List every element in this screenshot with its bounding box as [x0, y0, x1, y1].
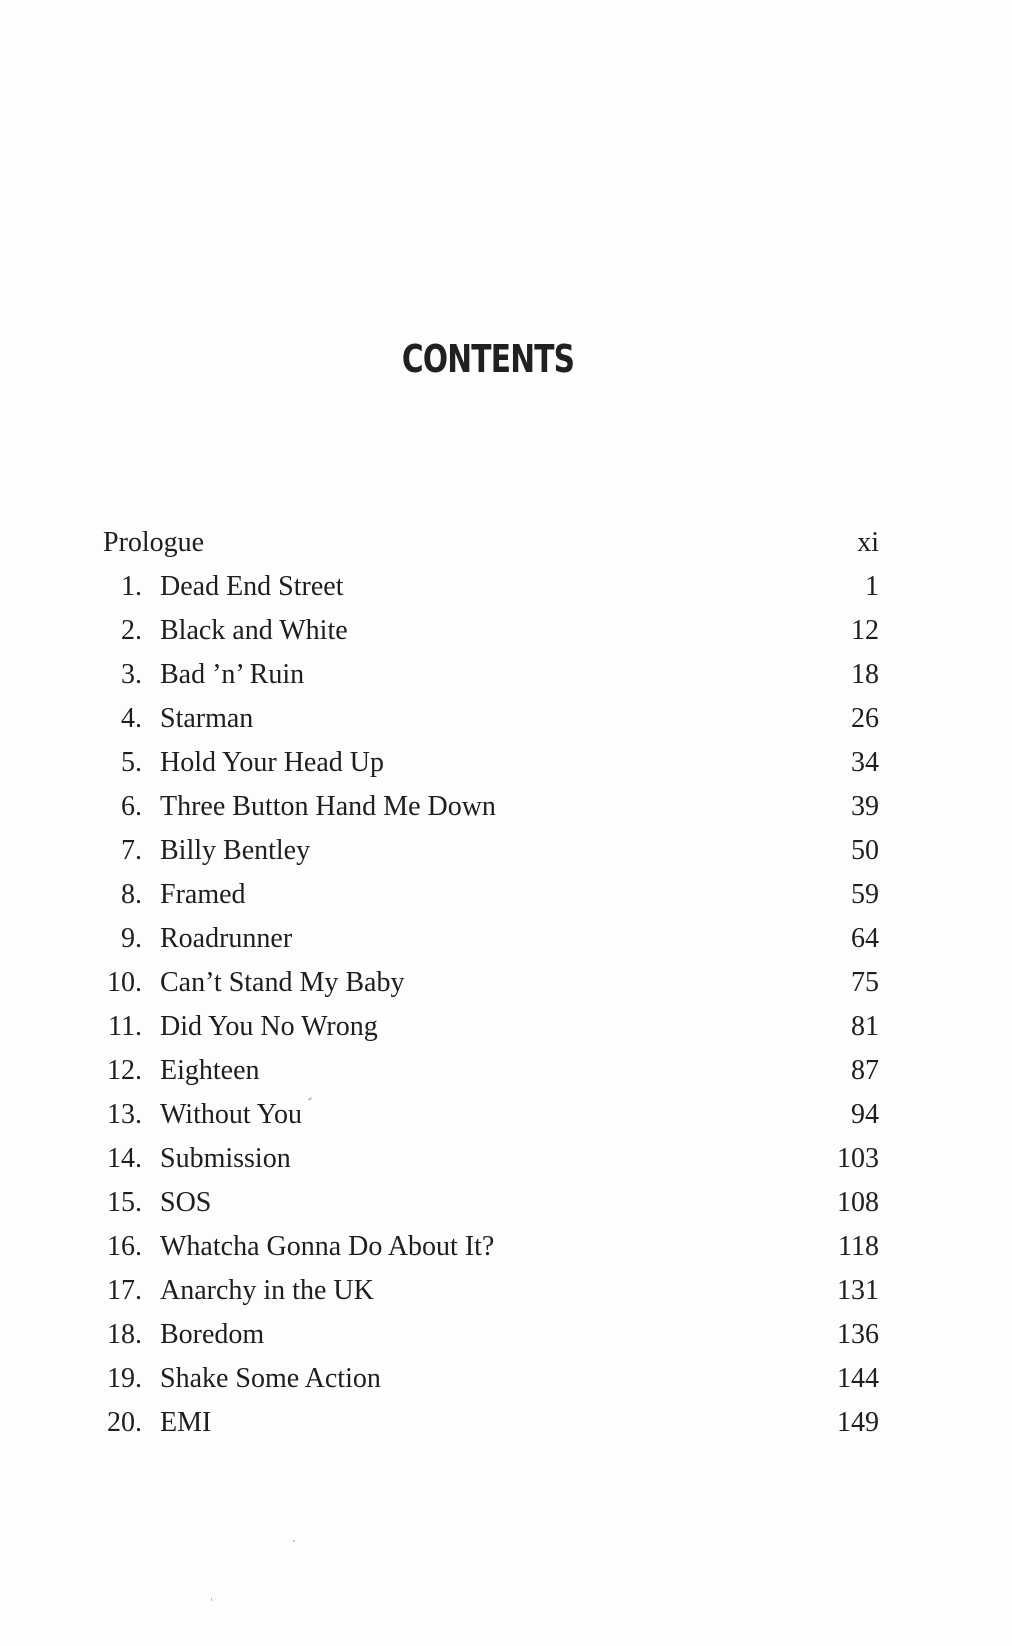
toc-entry-page: 39 [851, 791, 879, 822]
toc-entry-title: Submission [160, 1143, 291, 1174]
toc-entry-page: 108 [837, 1187, 879, 1218]
toc-entry-page: 94 [851, 1099, 879, 1130]
toc-entry-number: 12. [107, 1055, 142, 1086]
toc-entry [0, 1004, 1012, 1050]
toc-entry-page: 131 [837, 1275, 879, 1306]
toc-entry [0, 564, 1012, 610]
toc-entry-page: 136 [837, 1319, 879, 1350]
toc-entry-title: Boredom [160, 1319, 265, 1350]
toc-entry-page: 103 [837, 1143, 879, 1174]
toc-entry-title: Black and White [160, 615, 348, 646]
toc-entry-page: 34 [851, 747, 879, 778]
toc-entry-title: Hold Your Head Up [160, 747, 384, 778]
toc-entry-number: 20. [107, 1407, 142, 1438]
toc-entry [0, 1312, 1012, 1358]
scan-speck [293, 1540, 295, 1542]
toc-entry-title: SOS [160, 1187, 212, 1218]
toc-entry-page: xi [857, 527, 879, 558]
toc-entry-title: Three Button Hand Me Down [160, 791, 496, 822]
toc-entry [0, 872, 1012, 918]
toc-entry-title: Can’t Stand My Baby [160, 967, 405, 998]
toc-entry [0, 1400, 1012, 1446]
toc-entry-page: 75 [851, 967, 879, 998]
toc-entry-number: 18. [107, 1319, 142, 1350]
toc-entry-number: 15. [107, 1187, 142, 1218]
toc-entry-page: 50 [851, 835, 879, 866]
toc-entry-number: 1. [121, 571, 142, 602]
toc-entry-page: 81 [851, 1011, 879, 1042]
toc-entry-title: Did You No Wrong [160, 1011, 378, 1042]
toc-entry-page: 26 [851, 703, 879, 734]
toc-entry [0, 740, 1012, 786]
toc-entry [0, 960, 1012, 1006]
toc-entry [0, 1356, 1012, 1402]
toc-entry [0, 1268, 1012, 1314]
toc-entry [0, 1224, 1012, 1270]
toc-entry-page: 118 [838, 1231, 879, 1262]
toc-entry-title: Eighteen [160, 1055, 260, 1086]
toc-entry-page: 1 [865, 571, 879, 602]
toc-entry-number: 16. [107, 1231, 142, 1262]
toc-entry-title: Prologue [103, 527, 205, 558]
toc-entry-number: 6. [121, 791, 142, 822]
toc-entry-page: 64 [851, 923, 879, 954]
toc-entry [0, 828, 1012, 874]
toc-entry-number: 3. [121, 659, 142, 690]
toc-entry [0, 784, 1012, 830]
toc-entry-number: 17. [107, 1275, 142, 1306]
toc-entry-number: 13. [107, 1099, 142, 1130]
toc-entry-title: Bad ’n’ Ruin [160, 659, 305, 690]
toc-entry [0, 1048, 1012, 1094]
toc-entry-title: Framed [160, 879, 246, 910]
scan-speck [211, 1598, 212, 1601]
toc-entry-number: 14. [107, 1143, 142, 1174]
toc-entry-page: 87 [851, 1055, 879, 1086]
toc-entry-title: EMI [160, 1407, 212, 1438]
toc-entry-title: Roadrunner [160, 923, 293, 954]
toc-entry [0, 916, 1012, 962]
toc-entry-title: Anarchy in the UK [160, 1275, 374, 1306]
toc-entry-page: 149 [837, 1407, 879, 1438]
toc-entry-page: 144 [837, 1363, 879, 1394]
toc-entry-page: 18 [851, 659, 879, 690]
toc-entry [0, 1136, 1012, 1182]
toc-entry-number: 19. [107, 1363, 142, 1394]
page-title: CONTENTS [401, 337, 575, 381]
toc-entry-number: 8. [121, 879, 142, 910]
toc-entry [0, 608, 1012, 654]
toc-entry-title: Starman [160, 703, 254, 734]
toc-entry-number: 11. [108, 1011, 142, 1042]
toc-entry [0, 652, 1012, 698]
toc-entry-number: 2. [121, 615, 142, 646]
toc-entry-number: 5. [121, 747, 142, 778]
toc-entry [0, 1092, 1012, 1138]
toc-entry-number: 9. [121, 923, 142, 954]
toc-entry-title: Whatcha Gonna Do About It? [160, 1231, 495, 1262]
toc-entry [0, 696, 1012, 742]
toc-entry-title: Without You [160, 1099, 303, 1130]
toc-entry-number: 7. [121, 835, 142, 866]
toc-entry-number: 10. [107, 967, 142, 998]
toc-entry-page: 59 [851, 879, 879, 910]
toc-entry-prologue [0, 520, 1012, 566]
toc-entry-title: Billy Bentley [160, 835, 311, 866]
toc-entry-number: 4. [121, 703, 142, 734]
toc-entry-title: Dead End Street [160, 571, 344, 602]
toc-entry [0, 1180, 1012, 1226]
toc-entry-title: Shake Some Action [160, 1363, 381, 1394]
toc-entry-page: 12 [851, 615, 879, 646]
